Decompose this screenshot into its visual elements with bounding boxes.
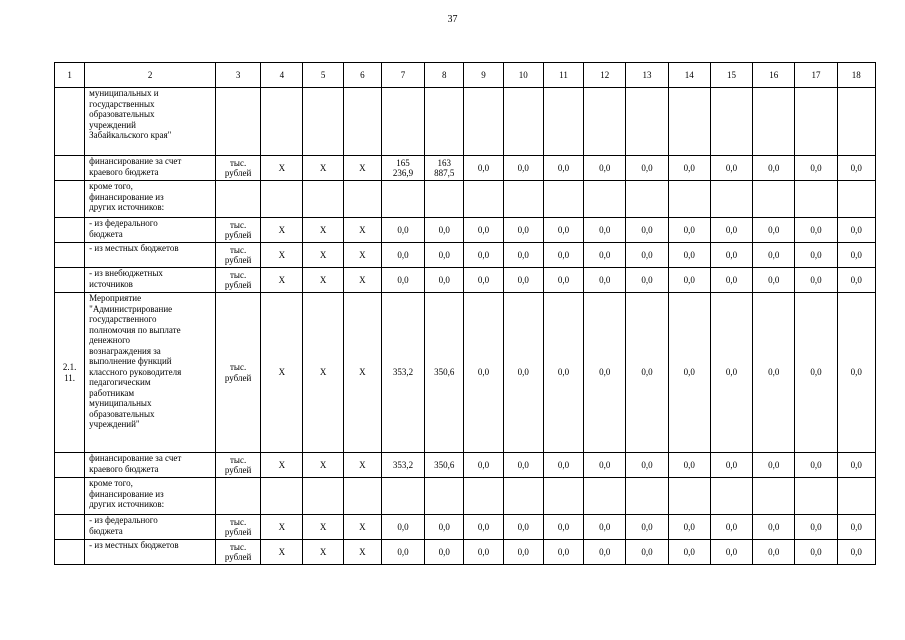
row-name-cell: - из местных бюджетов — [85, 540, 216, 565]
header-cell: 1 — [55, 63, 85, 88]
header-cell: 7 — [381, 63, 424, 88]
value-cell: Х — [303, 515, 343, 540]
value-cell: 0,0 — [503, 218, 543, 243]
value-cell: 353,2 — [381, 293, 424, 453]
row-number-cell — [55, 156, 85, 181]
value-cell: 0,0 — [710, 243, 752, 268]
value-cell — [837, 478, 875, 515]
value-cell — [503, 478, 543, 515]
value-cell — [464, 181, 503, 218]
table-row — [55, 515, 876, 540]
row-name-cell: финансирование за счет краевого бюджета — [85, 453, 216, 478]
header-row — [55, 63, 876, 88]
table-row — [55, 478, 876, 515]
value-cell: Х — [343, 243, 381, 268]
value-cell — [795, 181, 837, 218]
value-cell — [303, 181, 343, 218]
row-unit-cell: тыс. рублей — [215, 218, 260, 243]
value-cell — [584, 478, 626, 515]
header-cell: 13 — [626, 63, 668, 88]
value-cell: 0,0 — [464, 540, 503, 565]
value-cell: 0,0 — [543, 218, 583, 243]
value-cell: Х — [343, 268, 381, 293]
row-unit-cell: тыс. рублей — [215, 293, 260, 453]
value-cell: 0,0 — [425, 268, 464, 293]
value-cell: 0,0 — [503, 293, 543, 453]
value-cell: Х — [303, 540, 343, 565]
value-cell — [626, 181, 668, 218]
value-cell: 0,0 — [381, 515, 424, 540]
value-cell: 0,0 — [837, 540, 875, 565]
value-cell — [795, 478, 837, 515]
row-number-cell — [55, 453, 85, 478]
value-cell: 0,0 — [753, 540, 795, 565]
value-cell: 0,0 — [668, 156, 710, 181]
value-cell: 0,0 — [837, 268, 875, 293]
value-cell — [381, 88, 424, 156]
value-cell: 0,0 — [381, 540, 424, 565]
value-cell: 0,0 — [584, 243, 626, 268]
value-cell — [626, 478, 668, 515]
value-cell: 0,0 — [626, 515, 668, 540]
value-cell — [710, 88, 752, 156]
value-cell: 0,0 — [710, 540, 752, 565]
value-cell: 0,0 — [753, 293, 795, 453]
row-unit-cell: тыс. рублей — [215, 268, 260, 293]
value-cell: 0,0 — [837, 156, 875, 181]
row-name-cell: - из местных бюджетов — [85, 243, 216, 268]
header-cell: 18 — [837, 63, 875, 88]
value-cell: 0,0 — [710, 268, 752, 293]
value-cell — [425, 181, 464, 218]
table-row — [55, 453, 876, 478]
value-cell — [503, 181, 543, 218]
value-cell: 0,0 — [795, 293, 837, 453]
value-cell: 0,0 — [464, 268, 503, 293]
header-cell: 17 — [795, 63, 837, 88]
value-cell — [261, 478, 303, 515]
value-cell: 0,0 — [837, 515, 875, 540]
value-cell: 0,0 — [626, 453, 668, 478]
value-cell — [753, 478, 795, 515]
value-cell: 0,0 — [753, 268, 795, 293]
row-number-cell — [55, 515, 85, 540]
value-cell: 163 887,5 — [425, 156, 464, 181]
value-cell: 0,0 — [710, 156, 752, 181]
value-cell: Х — [343, 453, 381, 478]
value-cell: 0,0 — [753, 453, 795, 478]
header-cell: 16 — [753, 63, 795, 88]
value-cell: 0,0 — [503, 268, 543, 293]
header-cell: 6 — [343, 63, 381, 88]
value-cell: Х — [261, 453, 303, 478]
row-name-cell: муниципальных и государственных образовательных учреждений Забайкальского края" — [85, 88, 216, 156]
value-cell: 0,0 — [503, 515, 543, 540]
row-unit-cell — [215, 88, 260, 156]
value-cell: 0,0 — [425, 218, 464, 243]
value-cell: Х — [261, 293, 303, 453]
value-cell: Х — [343, 156, 381, 181]
value-cell: Х — [261, 243, 303, 268]
value-cell: 0,0 — [753, 243, 795, 268]
row-number-cell — [55, 478, 85, 515]
value-cell: 0,0 — [626, 218, 668, 243]
header-cell: 12 — [584, 63, 626, 88]
value-cell: 0,0 — [464, 243, 503, 268]
value-cell — [710, 181, 752, 218]
value-cell: 0,0 — [381, 243, 424, 268]
value-cell: 0,0 — [626, 540, 668, 565]
header-cell: 11 — [543, 63, 583, 88]
value-cell: 0,0 — [837, 293, 875, 453]
budget-table — [54, 62, 876, 565]
value-cell: 0,0 — [795, 453, 837, 478]
value-cell — [710, 478, 752, 515]
value-cell: 0,0 — [753, 515, 795, 540]
row-number-cell — [55, 88, 85, 156]
value-cell: 0,0 — [795, 268, 837, 293]
value-cell: Х — [343, 293, 381, 453]
value-cell: 0,0 — [837, 218, 875, 243]
value-cell — [343, 181, 381, 218]
value-cell: 0,0 — [753, 156, 795, 181]
value-cell: 165 236,9 — [381, 156, 424, 181]
value-cell — [543, 181, 583, 218]
value-cell — [584, 181, 626, 218]
value-cell: 0,0 — [710, 218, 752, 243]
value-cell: 0,0 — [381, 268, 424, 293]
value-cell — [753, 88, 795, 156]
value-cell: 0,0 — [584, 156, 626, 181]
value-cell: 0,0 — [668, 515, 710, 540]
value-cell: 0,0 — [464, 453, 503, 478]
value-cell: 0,0 — [584, 268, 626, 293]
value-cell: 0,0 — [425, 515, 464, 540]
value-cell: Х — [343, 515, 381, 540]
header-cell: 5 — [303, 63, 343, 88]
header-cell: 14 — [668, 63, 710, 88]
table-row — [55, 181, 876, 218]
value-cell: 0,0 — [503, 453, 543, 478]
row-number-cell: 2.1. 11. — [55, 293, 85, 453]
value-cell: 0,0 — [795, 156, 837, 181]
value-cell — [425, 478, 464, 515]
value-cell: 0,0 — [668, 453, 710, 478]
header-cell: 3 — [215, 63, 260, 88]
value-cell — [343, 88, 381, 156]
row-unit-cell: тыс. рублей — [215, 453, 260, 478]
value-cell: 0,0 — [543, 453, 583, 478]
value-cell: 0,0 — [584, 453, 626, 478]
row-unit-cell: тыс. рублей — [215, 540, 260, 565]
row-unit-cell — [215, 478, 260, 515]
value-cell — [584, 88, 626, 156]
row-name-cell: - из федерального бюджета — [85, 218, 216, 243]
row-name-cell: Мероприятие "Администрирование государственного полномочия по выплате денежного вознаграждения за выполнение функций классного руководителя педагогическим работникам муниципальных образовательных учреждений" — [85, 293, 216, 453]
row-name-cell: кроме того, финансирование из других источников: — [85, 478, 216, 515]
value-cell — [381, 181, 424, 218]
value-cell: Х — [343, 218, 381, 243]
value-cell — [425, 88, 464, 156]
value-cell: 0,0 — [381, 218, 424, 243]
header-cell: 10 — [503, 63, 543, 88]
value-cell — [381, 478, 424, 515]
value-cell: Х — [261, 540, 303, 565]
table-row — [55, 293, 876, 453]
table-row — [55, 156, 876, 181]
value-cell: 0,0 — [710, 453, 752, 478]
value-cell: 0,0 — [584, 218, 626, 243]
row-name-cell: финансирование за счет краевого бюджета — [85, 156, 216, 181]
table-row — [55, 88, 876, 156]
value-cell: 0,0 — [464, 515, 503, 540]
value-cell: 0,0 — [795, 515, 837, 540]
value-cell: 0,0 — [795, 218, 837, 243]
value-cell: Х — [303, 156, 343, 181]
value-cell: 0,0 — [425, 243, 464, 268]
value-cell: 0,0 — [425, 540, 464, 565]
value-cell: 350,6 — [425, 453, 464, 478]
value-cell: Х — [343, 540, 381, 565]
row-name-cell: - из федерального бюджета — [85, 515, 216, 540]
value-cell: 0,0 — [503, 540, 543, 565]
value-cell — [303, 478, 343, 515]
value-cell: 0,0 — [753, 218, 795, 243]
value-cell — [668, 478, 710, 515]
row-name-cell: кроме того, финансирование из других источников: — [85, 181, 216, 218]
value-cell: 0,0 — [837, 453, 875, 478]
value-cell — [753, 181, 795, 218]
value-cell: Х — [303, 293, 343, 453]
value-cell: 0,0 — [543, 515, 583, 540]
value-cell: Х — [261, 218, 303, 243]
row-number-cell — [55, 218, 85, 243]
value-cell: 0,0 — [710, 515, 752, 540]
value-cell: 0,0 — [795, 540, 837, 565]
value-cell — [464, 88, 503, 156]
value-cell — [543, 478, 583, 515]
table-row — [55, 243, 876, 268]
header-cell: 2 — [85, 63, 216, 88]
table-row — [55, 268, 876, 293]
row-unit-cell: тыс. рублей — [215, 156, 260, 181]
value-cell: 0,0 — [584, 540, 626, 565]
header-cell: 4 — [261, 63, 303, 88]
value-cell — [343, 478, 381, 515]
value-cell: 0,0 — [626, 268, 668, 293]
value-cell — [837, 181, 875, 218]
value-cell: 0,0 — [543, 268, 583, 293]
row-number-cell — [55, 268, 85, 293]
value-cell: 0,0 — [795, 243, 837, 268]
value-cell — [261, 88, 303, 156]
row-number-cell — [55, 540, 85, 565]
table-row — [55, 218, 876, 243]
value-cell — [543, 88, 583, 156]
value-cell: 0,0 — [584, 293, 626, 453]
value-cell: Х — [303, 218, 343, 243]
header-cell: 9 — [464, 63, 503, 88]
value-cell — [303, 88, 343, 156]
value-cell: Х — [261, 515, 303, 540]
value-cell: Х — [303, 453, 343, 478]
value-cell: 0,0 — [464, 156, 503, 181]
value-cell — [261, 181, 303, 218]
value-cell: 0,0 — [710, 293, 752, 453]
value-cell — [668, 181, 710, 218]
value-cell — [837, 88, 875, 156]
value-cell: 0,0 — [543, 293, 583, 453]
row-unit-cell: тыс. рублей — [215, 515, 260, 540]
value-cell: 0,0 — [464, 293, 503, 453]
value-cell — [795, 88, 837, 156]
value-cell: 0,0 — [626, 243, 668, 268]
value-cell: 0,0 — [837, 243, 875, 268]
row-unit-cell: тыс. рублей — [215, 243, 260, 268]
value-cell: 0,0 — [503, 243, 543, 268]
row-number-cell — [55, 243, 85, 268]
value-cell: Х — [303, 268, 343, 293]
value-cell: 350,6 — [425, 293, 464, 453]
value-cell — [626, 88, 668, 156]
value-cell: Х — [303, 243, 343, 268]
value-cell: 353,2 — [381, 453, 424, 478]
value-cell: Х — [261, 156, 303, 181]
value-cell: 0,0 — [543, 243, 583, 268]
value-cell: 0,0 — [668, 243, 710, 268]
row-name-cell: - из внебюджетных источников — [85, 268, 216, 293]
value-cell — [464, 478, 503, 515]
value-cell — [503, 88, 543, 156]
value-cell: 0,0 — [626, 156, 668, 181]
row-number-cell — [55, 181, 85, 218]
value-cell: 0,0 — [668, 268, 710, 293]
value-cell: 0,0 — [543, 540, 583, 565]
page-number: 37 — [447, 14, 458, 25]
header-cell: 8 — [425, 63, 464, 88]
row-unit-cell — [215, 181, 260, 218]
value-cell: 0,0 — [503, 156, 543, 181]
value-cell: 0,0 — [543, 156, 583, 181]
value-cell: 0,0 — [668, 218, 710, 243]
value-cell: 0,0 — [668, 540, 710, 565]
header-cell: 15 — [710, 63, 752, 88]
value-cell: 0,0 — [464, 218, 503, 243]
value-cell: 0,0 — [584, 515, 626, 540]
table-row — [55, 540, 876, 565]
value-cell: Х — [261, 268, 303, 293]
value-cell: 0,0 — [626, 293, 668, 453]
value-cell: 0,0 — [668, 293, 710, 453]
value-cell — [668, 88, 710, 156]
